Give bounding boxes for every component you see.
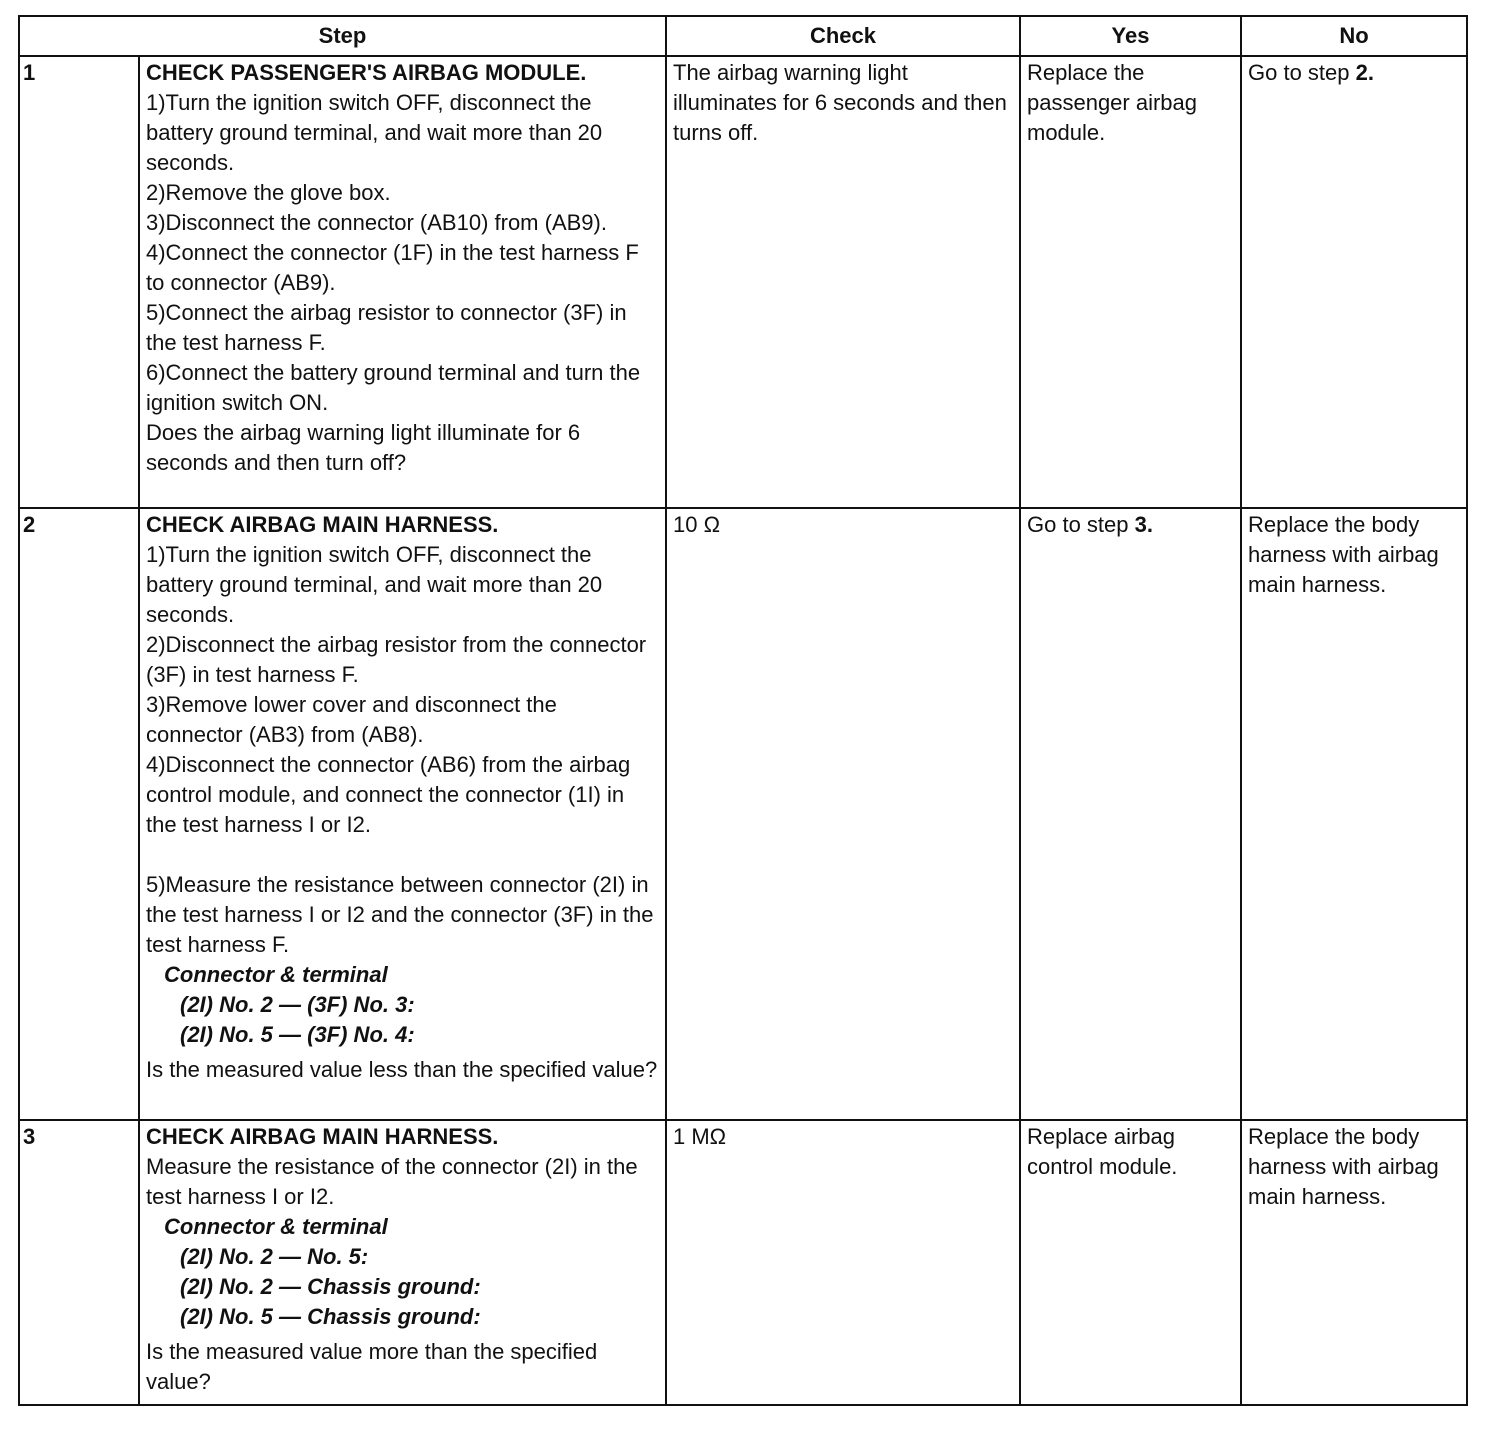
diagnostic-table <box>18 15 1468 1406</box>
table-row <box>19 56 1467 508</box>
table-row <box>19 508 1467 1120</box>
spec-item: (2I) No. 2 — Chassis ground: <box>180 1274 481 1299</box>
step-title: CHECK PASSENGER'S AIRBAG MODULE. <box>146 60 587 85</box>
header-step: Step <box>19 16 666 56</box>
yes-cell <box>1020 508 1241 1120</box>
step-line: 1)Turn the ignition switch OFF, disconnect the battery ground terminal, and wait more than 20 seconds. <box>146 90 603 175</box>
step-line: 1)Turn the ignition switch OFF, disconnect the battery ground terminal, and wait more than 20 seconds. <box>146 542 603 627</box>
step-line: 3)Remove lower cover and disconnect the connector (AB3) from (AB8). <box>146 692 557 747</box>
header-row <box>19 16 1467 56</box>
yes-text: Go to step <box>1027 512 1135 537</box>
step-line: 3)Disconnect the connector (AB10) from (AB9). <box>146 210 607 235</box>
step-line: 5)Measure the resistance between connector (2I) in the test harness I or I2 and the connector (3F) in the test harness F. <box>146 872 654 957</box>
step-number: 2 <box>19 508 139 1120</box>
step-number: 1 <box>19 56 139 508</box>
yes-step-ref: 3. <box>1134 512 1153 537</box>
check-cell: 10 Ω <box>666 508 1020 1120</box>
header-yes: Yes <box>1020 16 1241 56</box>
spacer <box>146 840 659 870</box>
spec-item: (2I) No. 2 — (3F) No. 3: <box>180 992 415 1017</box>
step-title: CHECK AIRBAG MAIN HARNESS. <box>146 1124 499 1149</box>
no-cell: Replace the body harness with airbag main harness. <box>1241 508 1467 1120</box>
step-description <box>139 56 666 508</box>
spec-heading: Connector & terminal <box>164 1214 388 1239</box>
yes-cell: Replace airbag control module. <box>1020 1120 1241 1405</box>
step-line: 4)Disconnect the connector (AB6) from the airbag control module, and connect the connector (1I) in the test harness I or I2. <box>146 752 631 837</box>
step-number: 3 <box>19 1120 139 1405</box>
table-row <box>19 1120 1467 1405</box>
step-description <box>139 1120 666 1405</box>
spec-item: (2I) No. 5 — Chassis ground: <box>180 1304 481 1329</box>
no-cell <box>1241 56 1467 508</box>
no-cell: Replace the body harness with airbag main harness. <box>1241 1120 1467 1405</box>
diagnostic-page <box>18 15 1466 1406</box>
check-cell: 1 MΩ <box>666 1120 1020 1405</box>
header-no: No <box>1241 16 1467 56</box>
spec-item: (2I) No. 2 — No. 5: <box>180 1244 369 1269</box>
step-title: CHECK AIRBAG MAIN HARNESS. <box>146 512 499 537</box>
yes-cell: Replace the passenger airbag module. <box>1020 56 1241 508</box>
header-check: Check <box>666 16 1020 56</box>
spec-item: (2I) No. 5 — (3F) No. 4: <box>180 1022 415 1047</box>
step-line: 6)Connect the battery ground terminal and turn the ignition switch ON. <box>146 360 641 415</box>
step-question: Is the measured value more than the specified value? <box>146 1339 598 1394</box>
check-cell: The airbag warning light illuminates for 6 seconds and then turns off. <box>666 56 1020 508</box>
step-line: 4)Connect the connector (1F) in the test harness F to connector (AB9). <box>146 240 639 295</box>
step-line: 2)Remove the glove box. <box>146 180 391 205</box>
no-step-ref: 2. <box>1355 60 1374 85</box>
spec-heading: Connector & terminal <box>164 962 388 987</box>
step-question: Does the airbag warning light illuminate for 6 seconds and then turn off? <box>146 420 581 475</box>
step-question: Is the measured value less than the specified value? <box>146 1057 658 1082</box>
step-line: Measure the resistance of the connector (2I) in the test harness I or I2. <box>146 1154 638 1209</box>
step-description <box>139 508 666 1120</box>
step-line: 5)Connect the airbag resistor to connector (3F) in the test harness F. <box>146 300 627 355</box>
no-text: Go to step <box>1248 60 1356 85</box>
step-line: 2)Disconnect the airbag resistor from the connector (3F) in test harness F. <box>146 632 647 687</box>
